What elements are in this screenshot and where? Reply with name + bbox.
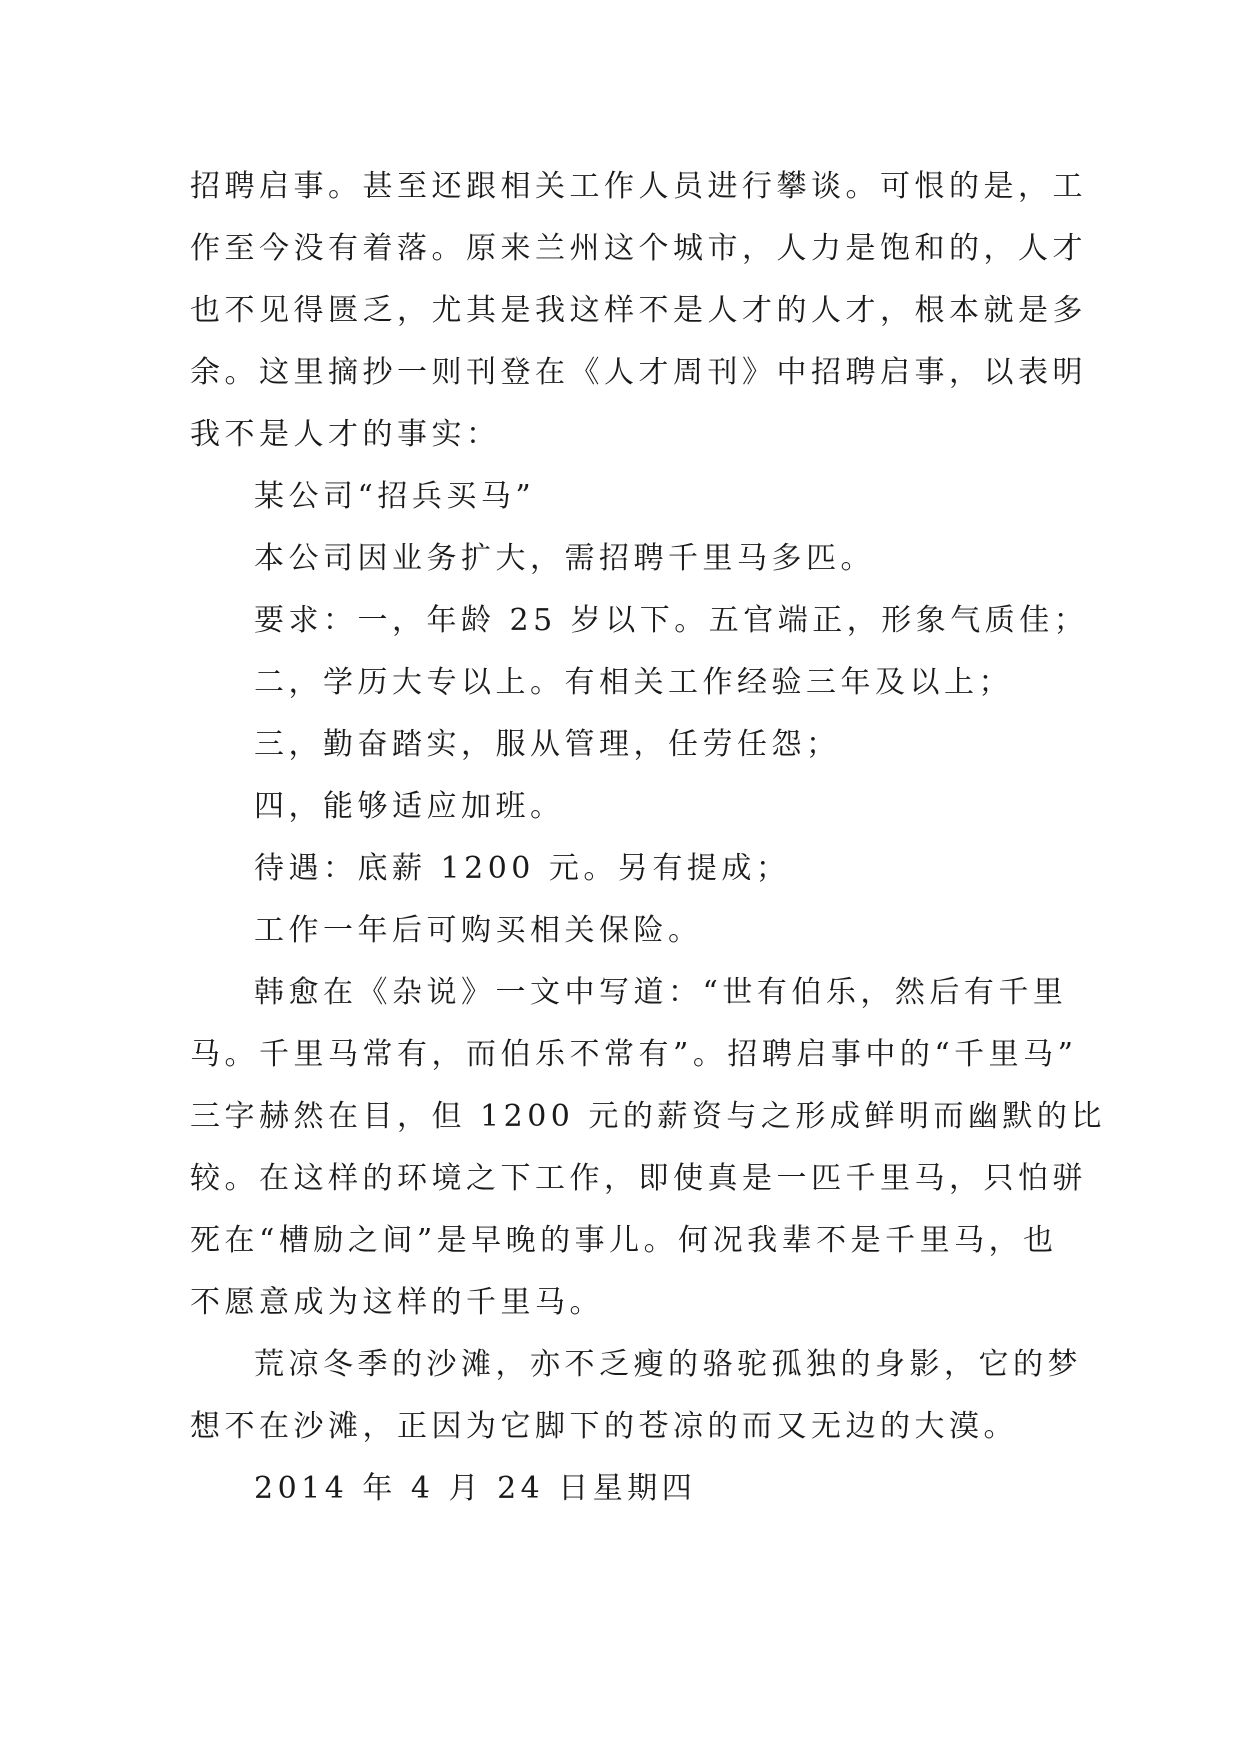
text-line: 不愿意成为这样的千里马。: [190, 1285, 604, 1320]
notice-line: 二，学历大专以上。有相关工作经验三年及以上；: [254, 665, 1013, 700]
notice-line: 待遇：底薪 1200 元。另有提成；: [254, 851, 791, 886]
notice-line: 四，能够适应加班。: [254, 789, 565, 824]
text-line: 荒凉冬季的沙滩，亦不乏瘦的骆驼孤独的身影，它的梦: [254, 1347, 1082, 1382]
notice-line: 本公司因业务扩大，需招聘千里马多匹。: [254, 541, 875, 576]
text-line: 我不是人才的事实：: [190, 417, 501, 452]
text-line: 三字赫然在目，但 1200 元的薪资与之形成鲜明而幽默的比: [190, 1099, 1106, 1134]
text-line: 作至今没有着落。原来兰州这个城市，人力是饱和的，人才: [190, 231, 1087, 266]
notice-line: 要求：一，年龄 25 岁以下。五官端正，形象气质佳；: [254, 603, 1089, 638]
text-line: 也不见得匮乏，尤其是我这样不是人才的人才，根本就是多: [190, 293, 1087, 328]
text-line: 死在“槽励之间”是早晚的事儿。何况我辈不是千里马，也: [190, 1223, 1058, 1258]
notice-line: 工作一年后可购买相关保险。: [254, 913, 703, 948]
text-line: 马。千里马常有，而伯乐不常有”。招聘启事中的“千里马”: [190, 1037, 1078, 1072]
text-line: 较。在这样的环境之下工作，即使真是一匹千里马，只怕骈: [190, 1161, 1087, 1196]
notice-title: 某公司“招兵买马”: [254, 479, 536, 514]
date-line: 2014 年 4 月 24 日星期四: [254, 1471, 697, 1506]
text-line: 招聘启事。甚至还跟相关工作人员进行攀谈。可恨的是，工: [190, 169, 1087, 204]
text-line: 想不在沙滩，正因为它脚下的苍凉的而又无边的大漠。: [190, 1409, 1018, 1444]
notice-line: 三，勤奋踏实，服从管理，任劳任怨；: [254, 727, 841, 762]
text-line: 韩愈在《杂说》一文中写道：“世有伯乐，然后有千里: [254, 975, 1068, 1010]
text-line: 余。这里摘抄一则刊登在《人才周刊》中招聘启事，以表明: [190, 355, 1087, 390]
document-body: [190, 156, 1106, 1520]
